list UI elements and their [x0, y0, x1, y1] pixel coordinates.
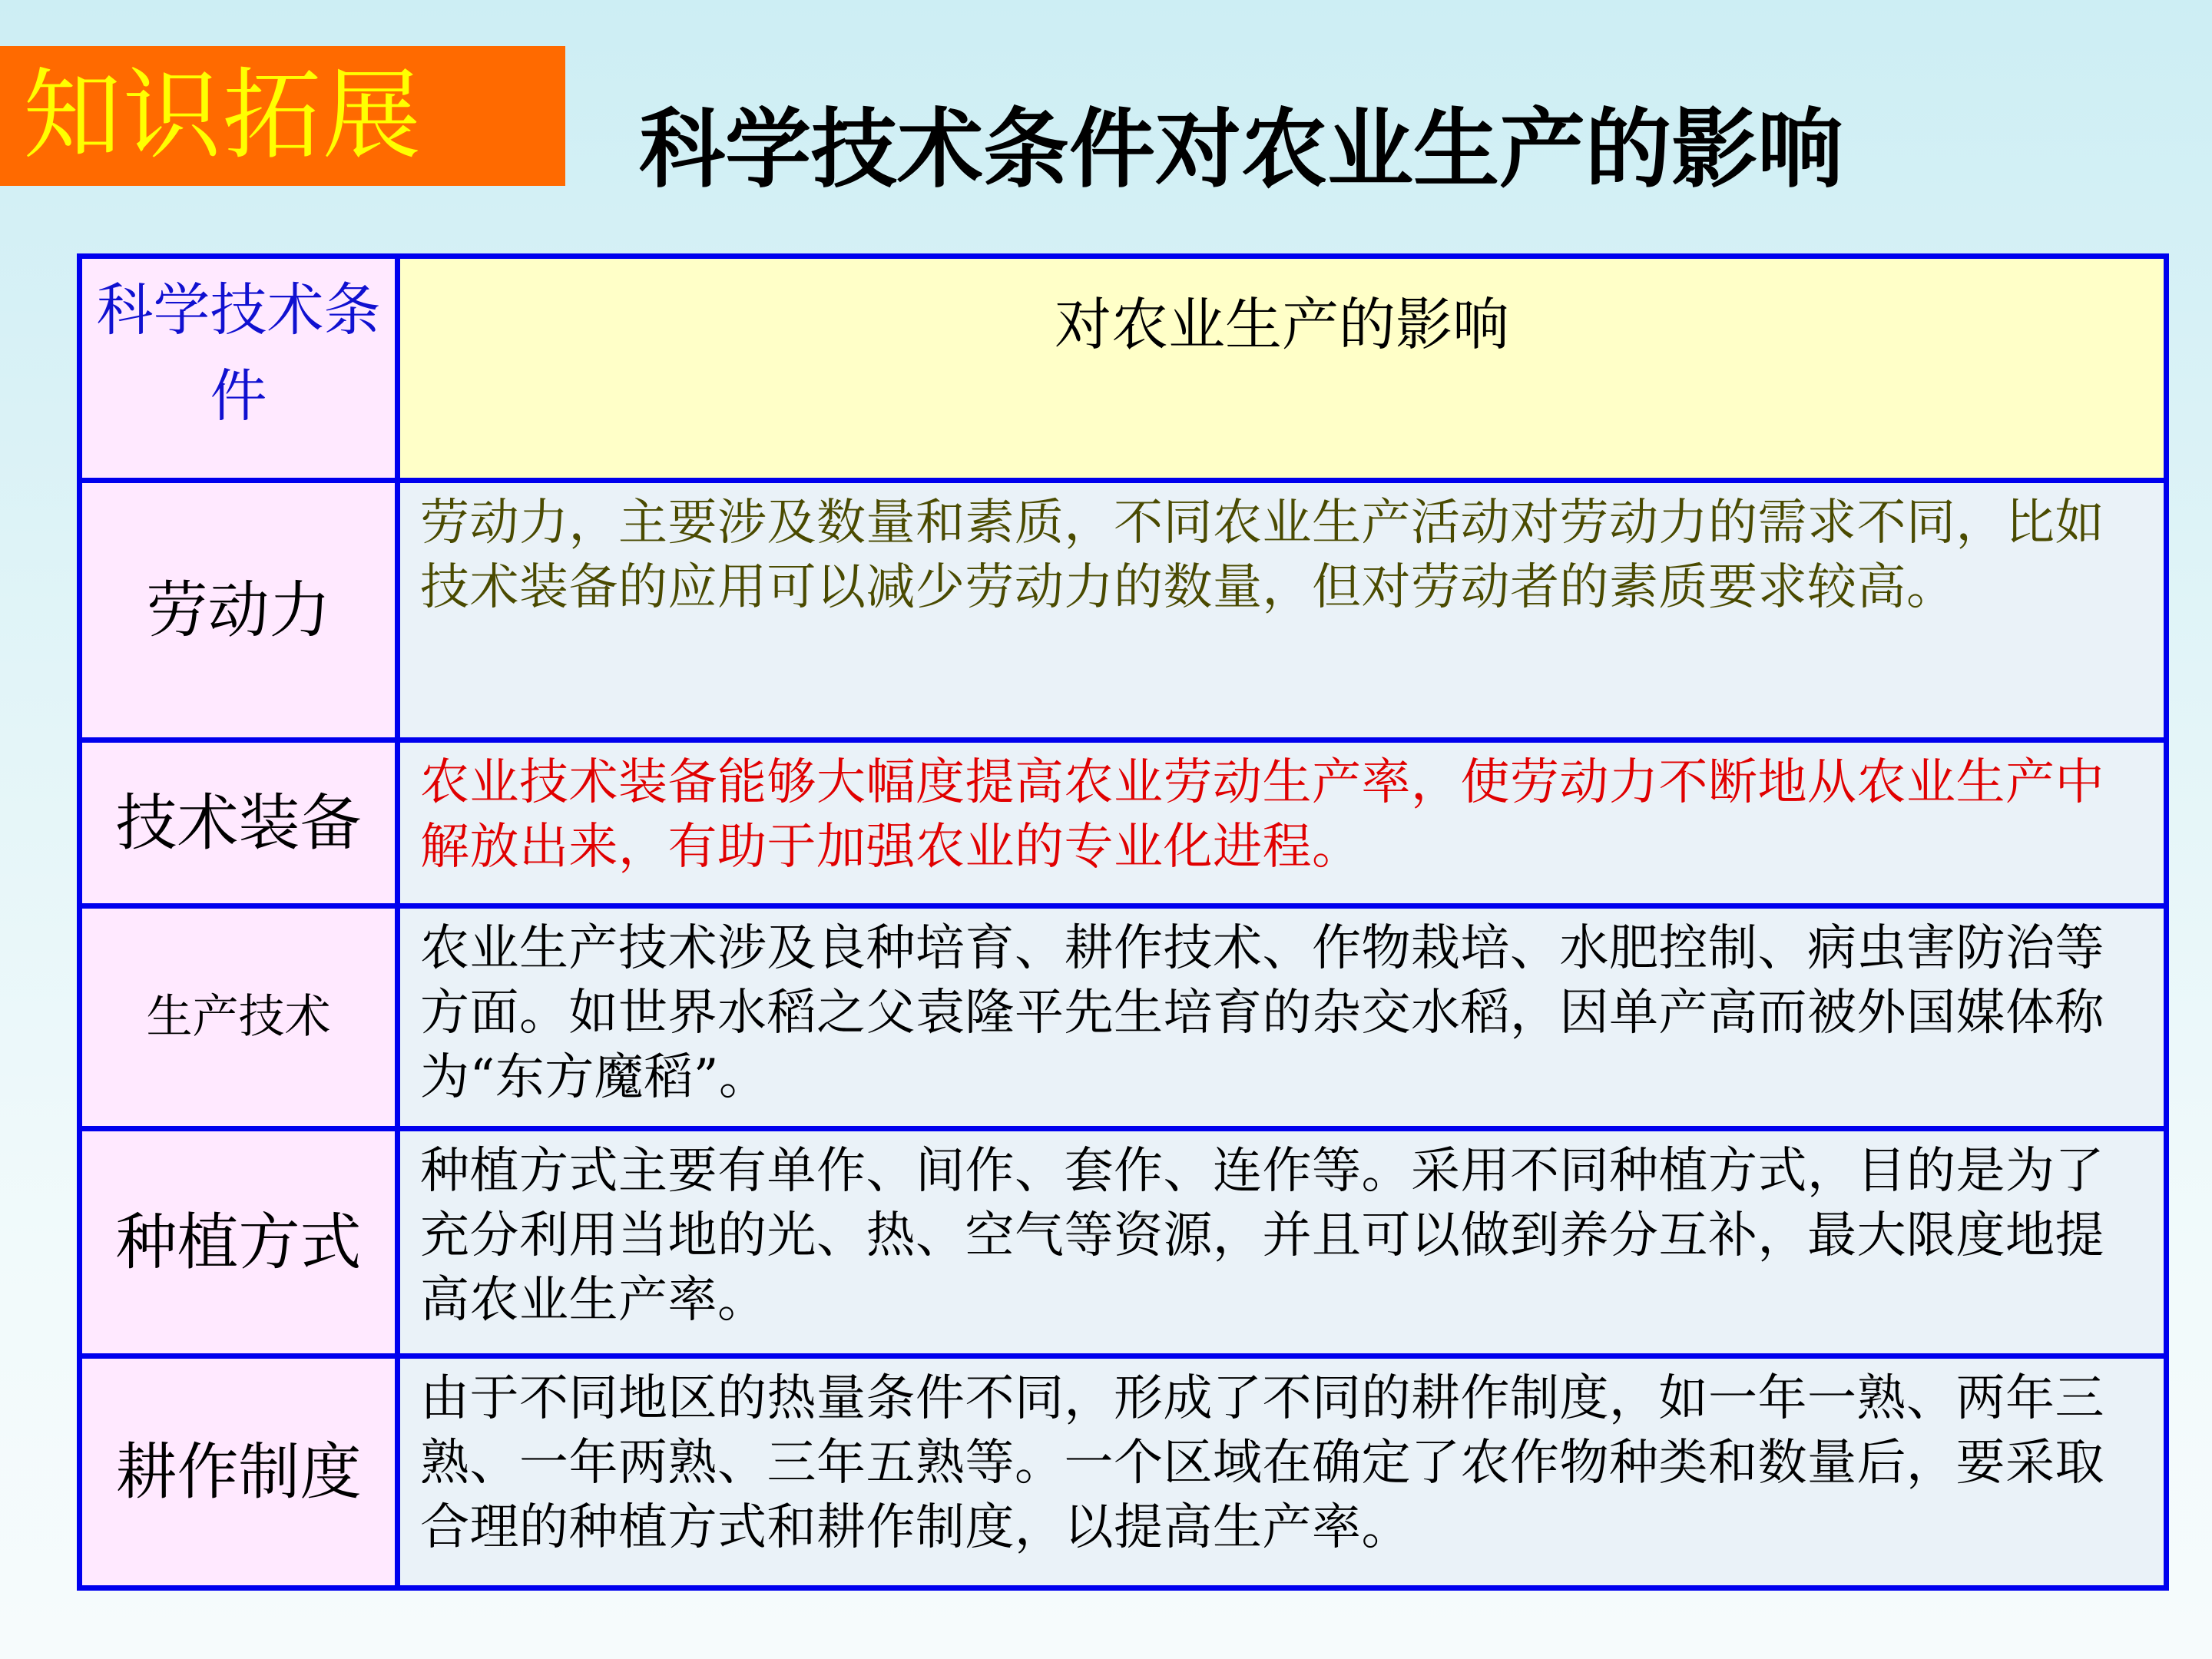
table-row — [80, 1356, 2167, 1588]
science-tech-table — [77, 253, 2169, 1591]
badge-label: 知识拓展 — [23, 58, 423, 173]
header-impact-cell: 对农业生产的影响 — [398, 257, 2167, 481]
row-text-labor: 劳动力，主要涉及数量和素质，不同农业生产活动对劳动力的需求不同，比如技术装备的应用可以减少劳动力的数量，但对劳动者的素质要求较高。 — [398, 481, 2167, 740]
table-row — [80, 481, 2167, 740]
slide-title: 科学技术条件对农业生产的影响 — [639, 99, 1843, 200]
row-label-farming-system: 耕作制度 — [80, 1356, 398, 1588]
header-condition-cell: 科学技术条件 — [80, 257, 398, 481]
table-row — [80, 740, 2167, 906]
knowledge-extension-badge — [0, 46, 565, 186]
table-row — [80, 1129, 2167, 1356]
table-row — [80, 906, 2167, 1129]
table-header-row — [80, 257, 2167, 481]
row-label-production-tech: 生产技术 — [80, 906, 398, 1129]
row-text-farming-system: 由于不同地区的热量条件不同，形成了不同的耕作制度，如一年一熟、两年三熟、一年两熟、三年五熟等。一个区域在确定了农作物种类和数量后，要采取合理的种植方式和耕作制度，以提高生产率。 — [398, 1356, 2167, 1588]
row-label-equipment: 技术装备 — [80, 740, 398, 906]
row-text-equipment: 农业技术装备能够大幅度提高农业劳动生产率，使劳动力不断地从农业生产中解放出来，有助于加强农业的专业化进程。 — [398, 740, 2167, 906]
row-text-planting-method: 种植方式主要有单作、间作、套作、连作等。采用不同种植方式，目的是为了充分利用当地的光、热、空气等资源，并且可以做到养分互补，最大限度地提高农业生产率。 — [398, 1129, 2167, 1356]
row-label-labor: 劳动力 — [80, 481, 398, 740]
row-text-production-tech: 农业生产技术涉及良种培育、耕作技术、作物栽培、水肥控制、病虫害防治等方面。如世界水稻之父袁隆平先生培育的杂交水稻，因单产高而被外国媒体称为“东方魔稻”。 — [398, 906, 2167, 1129]
row-label-planting-method: 种植方式 — [80, 1129, 398, 1356]
